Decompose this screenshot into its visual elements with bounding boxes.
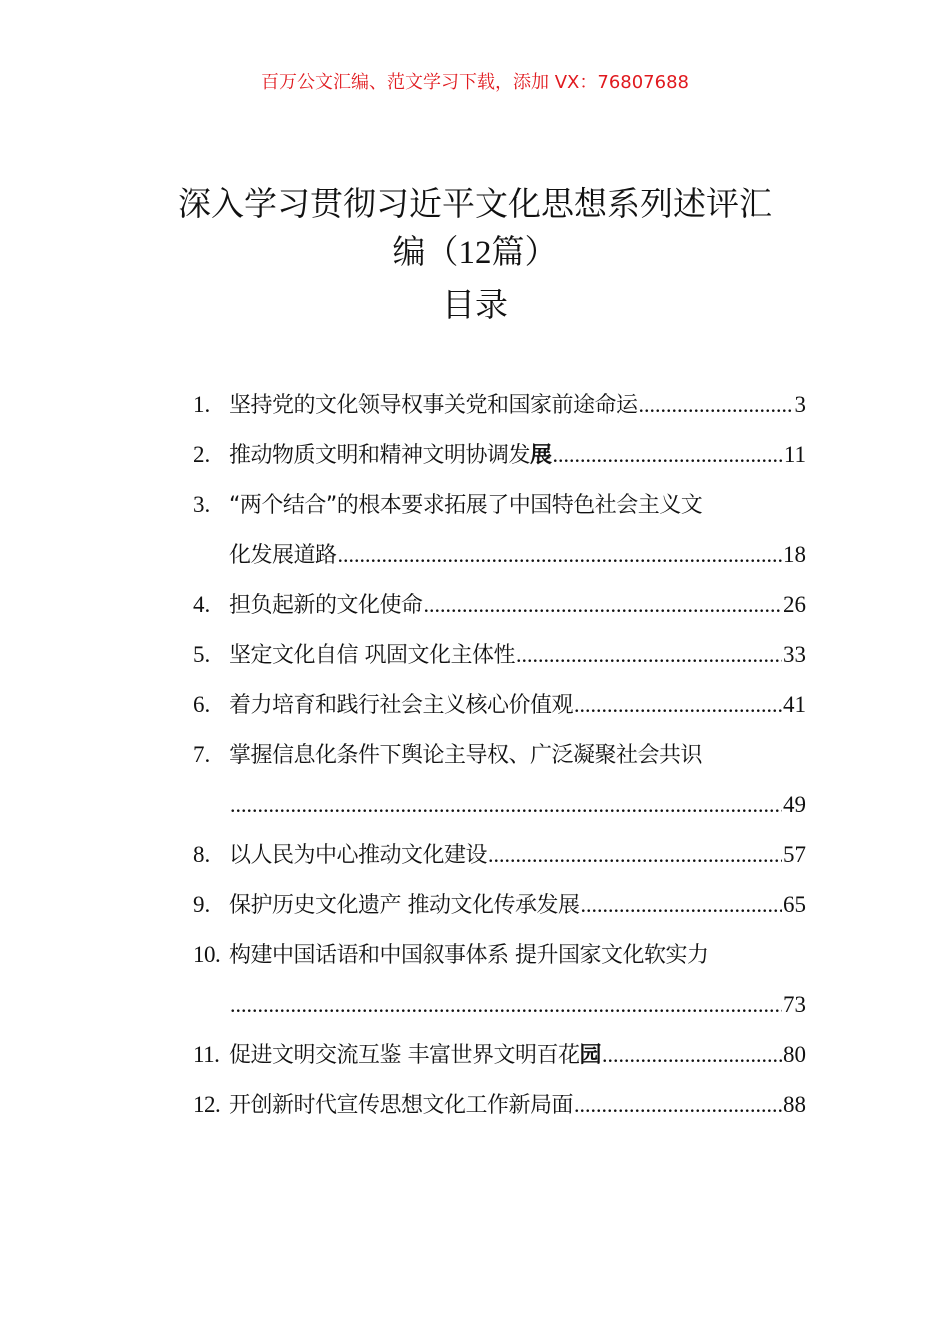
- toc-entry-title[interactable]: 掌握信息化条件下舆论主导权、广泛凝聚社会共识: [229, 743, 703, 768]
- header-watermark-note: 百万公文汇编、范文学习下载，添加 VX：76807688: [261, 72, 689, 93]
- toc-entry-title-bold-tail: 园: [579, 1043, 602, 1068]
- toc-entry-page: 41: [783, 692, 806, 717]
- toc-entry-title[interactable]: 坚定文化自信 巩固文化主体性: [229, 643, 515, 668]
- toc-heading: 目录: [442, 285, 508, 324]
- toc-leader-dots: [424, 580, 782, 630]
- toc-entry-page: 73: [783, 992, 806, 1017]
- toc-entry-title[interactable]: 担负起新的文化使命: [229, 593, 423, 618]
- toc-entry-title[interactable]: 开创新时代宣传思想文化工作新局面: [229, 1093, 574, 1118]
- toc-entry-title-bold-tail: 展: [530, 443, 552, 468]
- toc-entry[interactable]: [193, 680, 806, 730]
- toc-leader-dots: [574, 1080, 782, 1130]
- toc-leader-dots: [516, 630, 782, 680]
- title-line-2-prefix: 编（: [392, 232, 459, 271]
- document-title: [120, 180, 830, 277]
- toc-leader-dots: [230, 980, 782, 1030]
- toc-entry[interactable]: [193, 730, 806, 830]
- toc-entry-title-continued[interactable]: 化发展道路: [229, 543, 337, 568]
- toc-entry-title[interactable]: 坚持党的文化领导权事关党和国家前途命运: [229, 393, 638, 418]
- title-line-2-suffix: 篇）: [491, 232, 558, 271]
- toc-entry-page: 33: [783, 642, 806, 667]
- toc-entry-title[interactable]: [229, 1031, 601, 1081]
- toc-entry[interactable]: [193, 930, 806, 1030]
- toc-leader-dots: [230, 780, 782, 830]
- toc-leader-dots: [338, 530, 782, 580]
- toc-entry[interactable]: [193, 430, 806, 480]
- title-line-1: 深入学习贯彻习近平文化思想系列述评汇: [178, 184, 772, 223]
- title-article-count: 12: [458, 235, 492, 271]
- toc-entry-number: 4.: [193, 592, 211, 617]
- toc-entry-number: 7.: [193, 742, 211, 767]
- toc-entry-number: 2.: [193, 442, 211, 467]
- toc-entry-page: 3: [794, 392, 806, 417]
- toc-entry-page: 57: [783, 842, 806, 867]
- toc-leader-dots: [574, 680, 782, 730]
- toc-entry-page: 88: [783, 1092, 806, 1117]
- toc-entry[interactable]: [193, 630, 806, 680]
- toc-leader-dots: [581, 880, 783, 930]
- toc-entry[interactable]: [193, 380, 806, 430]
- toc-entry[interactable]: [193, 1030, 806, 1080]
- toc-entry-number: 12.: [193, 1092, 221, 1117]
- toc-entry-title[interactable]: 构建中国话语和中国叙事体系 提升国家文化软实力: [229, 943, 709, 968]
- toc-leader-dots: [488, 830, 782, 880]
- toc-entry-number: 3.: [193, 492, 211, 517]
- title-line-2: [120, 228, 830, 277]
- toc-entry-page: 18: [783, 542, 806, 567]
- toc-entry[interactable]: [193, 880, 806, 930]
- toc-entry-number: 5.: [193, 642, 211, 667]
- toc-leader-dots: [553, 430, 783, 480]
- toc-entry-title[interactable]: 保护历史文化遗产 推动文化传承发展: [229, 893, 580, 918]
- toc-entry-page: 26: [783, 592, 806, 617]
- toc-entry-page: 11: [783, 442, 806, 467]
- toc-entry[interactable]: [193, 1080, 806, 1130]
- toc-entry-number: 9.: [193, 892, 211, 917]
- toc-entry-number: 6.: [193, 692, 211, 717]
- toc-entry-page: 80: [783, 1042, 806, 1067]
- toc-entry-page: 49: [783, 792, 806, 817]
- toc-entry[interactable]: [193, 580, 806, 630]
- toc-entry-title[interactable]: [229, 431, 552, 481]
- toc-leader-dots: [602, 1030, 782, 1080]
- toc-entry[interactable]: [193, 480, 806, 580]
- toc-entry-title[interactable]: “两个结合”的根本要求拓展了中国特色社会主义文: [229, 493, 703, 518]
- toc-entry-title[interactable]: 着力培育和践行社会主义核心价值观: [229, 693, 574, 718]
- toc-entry-number: 8.: [193, 842, 211, 867]
- toc-entry-title-main: 推动物质文明和精神文明协调发: [229, 443, 531, 468]
- toc-entry-title[interactable]: 以人民为中心推动文化建设: [229, 843, 488, 868]
- toc-entry-number: 10.: [193, 942, 221, 967]
- toc-entry-page: 65: [783, 892, 806, 917]
- toc-entry[interactable]: [193, 830, 806, 880]
- toc-leader-dots: [639, 380, 794, 430]
- toc-entry-number: 1.: [193, 392, 211, 417]
- toc-entry-number: 11.: [193, 1042, 220, 1067]
- table-of-contents: [193, 380, 806, 1130]
- toc-entry-title-main: 促进文明交流互鉴 丰富世界文明百花: [229, 1043, 580, 1068]
